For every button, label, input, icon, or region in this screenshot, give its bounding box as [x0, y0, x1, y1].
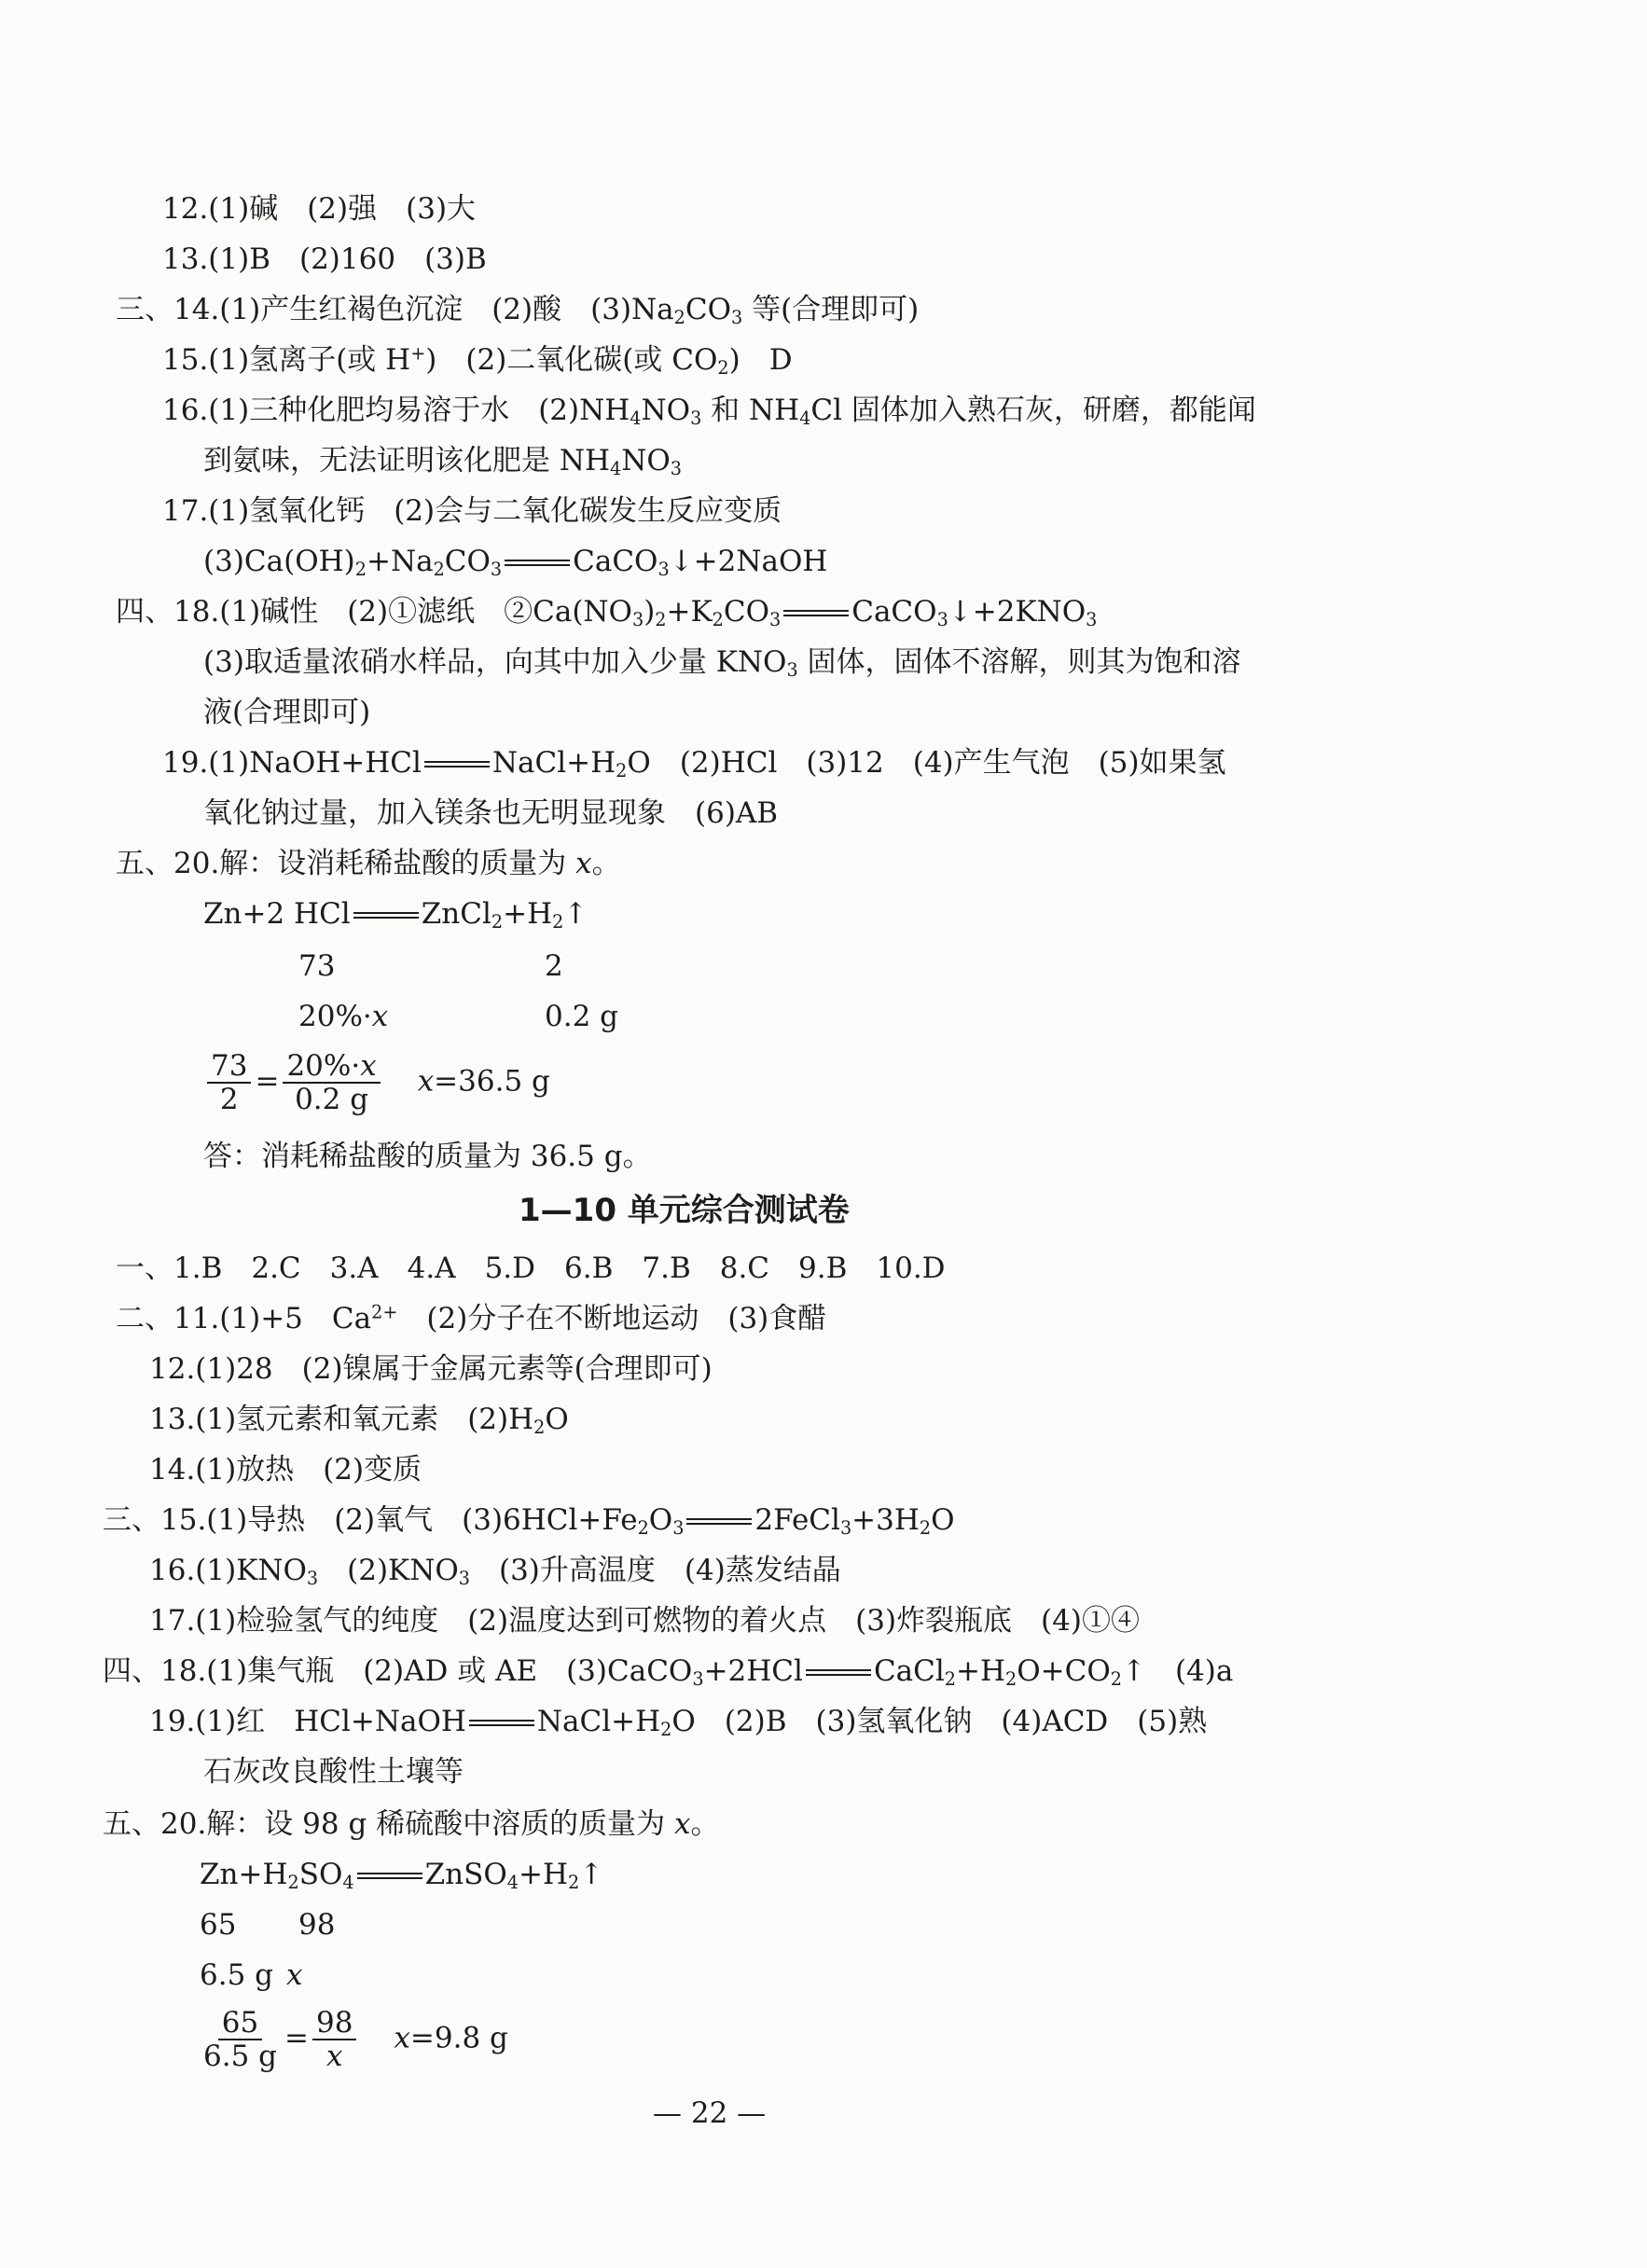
answer-20-molar-2: 2: [545, 949, 563, 983]
test-answer-19-line1: 19.(1)红 HCl+NaOH $NaCl+H_2O$ (2)B (3)氢氧化钠 (4)ACD (5)熟: [149, 1705, 1208, 1740]
test-answer-16: $16.(1)KNO_3$ $(2)KNO_3$ (3)升高温度 (4)蒸发结晶: [149, 1554, 841, 1589]
equals-sign: [806, 1669, 871, 1676]
equals-sign: [353, 912, 419, 919]
fraction: $\frac{65}{6.5 g}$: [203, 2006, 277, 2073]
equals-sign: [505, 560, 570, 566]
test-answer-20-intro: 五、20.解：设 98 g 稀硫酸中溶质的质量为 x。: [103, 1807, 720, 1841]
answer-20-mass-2: 0.2 g: [545, 1000, 618, 1033]
answer-12: 12.(1)碱 (2)强 (3)大: [162, 192, 477, 226]
fraction: $\frac{73}{2}$: [207, 1050, 251, 1115]
test-answer-11: 二、11.(1)+5 $Ca^{2+}$ (2)分子在不断地运动 (3)食醋: [116, 1301, 827, 1335]
answer-17-equation: $(3)Ca(OH)_2+Na_2CO_3$ CaCO$_3$↓+2NaOH: [203, 545, 828, 580]
equals-sign: [357, 1873, 422, 1879]
test-answer-20-equation: $Zn+H_2SO_4$ $ZnSO_4+H_2↑$: [200, 1858, 604, 1893]
equals-sign: [783, 610, 849, 616]
answer-18-line2: (3)取适量浓硝水样品，向其中加入少量 $KNO_3$ 固体，固体不溶解，则其为饱和溶: [203, 645, 1241, 681]
fraction: $\frac{98}{x}$: [312, 2007, 356, 2072]
answer-14: 三、14.(1)产生红褐色沉淀 (2)酸 $(3)Na_2CO_3$ 等(合理即可): [116, 293, 920, 328]
answer-20-ratio: $\frac{73}{2}$ = $\frac{20\%\cdot x}{0.2 g}$ x=36.5 g: [203, 1050, 550, 1115]
fraction: $\frac{20\%\cdot x}{0.2 g}$: [283, 1050, 380, 1115]
answer-16-line1: 16.(1)三种化肥均易溶于水 $(2)NH_4NO_3$ 和 $NH_4Cl$ 固体加入熟石灰，研磨，都能闻: [162, 394, 1256, 429]
answer-13: 13.(1)B (2)160 (3)B: [162, 242, 487, 276]
answer-20-mass-1: 20%·x: [298, 1000, 389, 1033]
answer-19-line1: 19.(1)NaOH+HCl $NaCl+H_2O$ (2)HCl (3)12 (4)产生气泡 (5)如果氢: [162, 746, 1226, 781]
answer-19-line2: 氧化钠过量，加入镁条也无明显现象 (6)AB: [203, 796, 779, 830]
answer-15: 15.(1)氢离子(或 H+) (2)二氧化碳(或 $CO_2$) D: [162, 342, 793, 379]
answer-20-conclusion: 答：消耗稀盐酸的质量为 36.5 g。: [203, 1140, 652, 1173]
page-number: — 22 —: [653, 2096, 767, 2130]
test-answer-17: 17.(1)检验氢气的纯度 (2)温度达到可燃物的着火点 (3)炸裂瓶底 (4)①④: [149, 1604, 1140, 1638]
answer-20-equation: Zn+2 HCl $ZnCl_2+H_2↑$: [203, 897, 588, 933]
test-answer-12: 12.(1)28 (2)镍属于金属元素等(合理即可): [149, 1352, 713, 1386]
test-answer-18: 四、18.(1)集气瓶 (2)AD 或 AE (3)CaCO$_3$+2HCl $CaCl_2+H_2O+CO_2↑$ (4)a: [103, 1654, 1234, 1690]
test-answer-20-molar-2: 98: [298, 1908, 336, 1942]
test-answer-19-line2: 石灰改良酸性土壤等: [203, 1755, 464, 1789]
answer-16-line2: 到氨味，无法证明该化肥是 $NH_4NO_3$: [203, 444, 682, 479]
answer-18-line1: 四、18.(1)碱性 (2)①滤纸 $②Ca(NO_3)_2+K_2CO_3$ $CaCO_3↓+2KNO_3$: [116, 595, 1098, 630]
test-answer-20-ratio: $\frac{65}{6.5 g}$ = $\frac{98}{x}$ x=9.8 g: [196, 2007, 508, 2072]
test-answer-14: 14.(1)放热 (2)变质: [149, 1453, 422, 1487]
section-title: 1—10 单元综合测试卷: [519, 1192, 850, 1229]
answer-18-line3: 液(合理即可): [203, 696, 371, 729]
test-answer-15: 三、15.(1)导热 (2)氧气 $(3)6HCl+Fe_2O_3$ $2FeCl_3+3H_2O$: [103, 1503, 955, 1539]
test-answer-20-mass: 6.5 g x: [200, 1958, 303, 1992]
equals-sign: [686, 1518, 752, 1525]
equals-sign: [424, 761, 490, 768]
answer-20-molar-1: 73: [298, 949, 336, 983]
answer-20-intro: 五、20.解：设消耗稀盐酸的质量为 x。: [116, 847, 621, 880]
answer-17-line1: 17.(1)氢氧化钙 (2)会与二氧化碳发生反应变质: [162, 494, 782, 528]
test-answer-20-molar-1: 65: [200, 1908, 237, 1942]
equals-sign: [469, 1720, 534, 1726]
test-answers-1-10: 一、1.B 2.C 3.A 4.A 5.D 6.B 7.B 8.C 9.B 10.D: [116, 1252, 946, 1285]
test-answer-13: 13.(1)氢元素和氧元素 $(2)H_2O$: [149, 1403, 569, 1438]
